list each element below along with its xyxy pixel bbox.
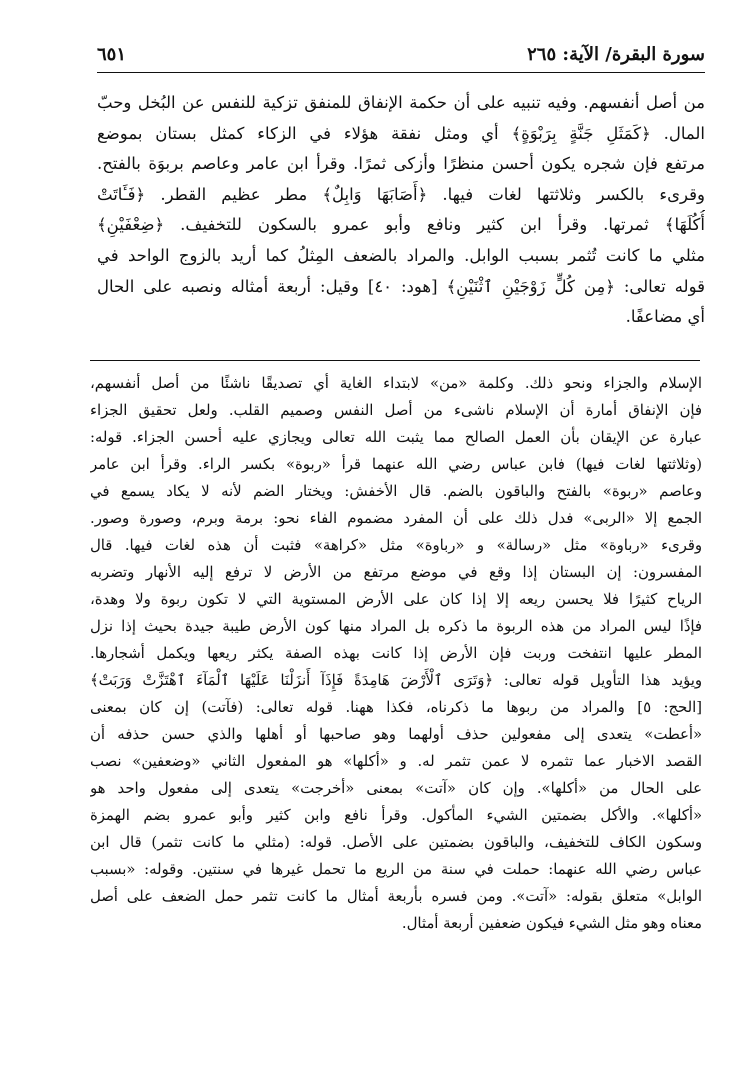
header-rule (97, 72, 705, 73)
note-line: فإن الإنفاق أمارة أن الإسلام ناشىء من أصل النفس وصميم القلب. ولعل تحقيق الجزاء (90, 402, 702, 419)
note-line: عبارة عن الإيقان بأن العمل الصالح مما يثبت الله تعالى ويجازي عليه أحسن الجزاء. قوله: (90, 429, 702, 446)
note-line: «أعطت» يتعدى إلى مفعولين حذف أولهما وهو صاحبها أو أهلها والذي حسن حذفه أن (90, 726, 702, 743)
note-line: القصد الاخبار عما تثمره لا عمن تثمر له. و «أكلها» هو المفعول الثاني «وضعفين» نصب (90, 753, 702, 770)
main-line: أُكُلَهَا﴾ ثمرتها. وقرأ ابن كثير ونافع وأبو عمرو بالسكون للتخفيف. ﴿ضِعْفَيْنِ﴾ (97, 215, 705, 235)
page-number: ٦٥١ (97, 44, 127, 65)
note-line: عباس رضي الله عنهما: حملت في سنة من الريع ما تحمل غيرها في سنتين. وقوله: «بسبب (90, 861, 702, 878)
note-line: ويؤيد هذا التأويل قوله تعالى: ﴿وَتَرَى ٱلْأَرْضَ هَامِدَةً فَإِذَآ أَنزَلْنَا عَلَيْهَا ٱلْمَآءَ ٱهْتَزَّتْ وَرَبَتْ﴾ (90, 672, 702, 689)
main-text (97, 88, 705, 333)
note-line: المفسرون: إن البستان إذا وقع في موضع مرتفع من الأرض لا ترفع إليه الأنهار وتضربه (90, 564, 702, 581)
main-line: أي مضاعفًا. (625, 307, 705, 327)
note-line: الرياح كثيرًا فلا يحسن ريعه إلا إذا كان على الأرض المستوية التي لا تكون ربوة ولا وهدة، (90, 591, 702, 608)
note-line: المطر عليها انتفخت وربت فإن الأرض إذا كانت بهذه الصفة يكثر ريعها ويكمل أشجارها. (90, 645, 702, 662)
commentary-text (90, 370, 702, 937)
note-line: وعاصم «ربوة» بالفتح والباقون بالضم. قال الأخفش: ويختار الضم لأنه لا يكاد يسمع في (90, 483, 702, 500)
main-line: مرتفع فإن شجره يكون أحسن منظرًا وأزكى ثمرًا. وقرأ ابن عامر وعاصم بربوَة بالفتح. (97, 154, 705, 174)
note-line: معناه وهو مثل الشيء فيكون ضعفين أربعة أمثال. (401, 915, 702, 932)
note-line: «أكلها». والأكل بضمتين الشيء المأكول. وقرأ نافع وابن كثير وأبو عمرو بضم الهمزة (90, 807, 702, 824)
note-line: الجمع إلا «الربى» فدل ذلك على أن المفرد مضموم الفاء نحو: برمة وبرم، وصورة وصور. (90, 510, 702, 527)
note-line: على الحال من «أكلها». وإن كان «آتت» بمعنى «أخرجت» يتعدى إلى مفعول واحد هو (90, 780, 702, 797)
note-line: [الحج: ٥] والمراد من ربوها ما ذكرناه، فكذا ههنا. قوله تعالى: (فآتت) إن كان بمعنى (90, 699, 702, 716)
note-line: الإسلام والجزاء ونحو ذلك. وكلمة «من» لابتداء الغاية أي تصديقًا ناشئًا من أصل أنفسهم، (90, 375, 702, 392)
page-header (97, 40, 705, 72)
main-line: وقرىء بالكسر وثلاثتها لغات فيها. ﴿أَصَابَهَا وَابِلٌ﴾ مطر عظيم القطر. ﴿فَـَٔاتَتْ (97, 184, 705, 204)
footnote-separator (90, 360, 700, 361)
note-line: وسكون الكاف للتخفيف، والباقون بضمتين على الأصل. قوله: (مثلي ما كانت تثمر) قال ابن (90, 834, 702, 851)
main-line: مثلي ما كانت تُثمر بسبب الوابل. والمراد بالضعف المِثلُ كما أريد بالزوج الواحد في (97, 245, 705, 265)
main-line: المال. ﴿كَمَثَلِ جَنَّةٍ بِرَبْوَةٍ﴾ أي ومثل نفقة هؤلاء في الزكاء كمثل بستان بموضع (97, 123, 705, 143)
running-title: سورة البقرة/ الآية: ٢٦٥ (527, 44, 705, 65)
main-line: قوله تعالى: ﴿مِن كُلٍّ زَوْجَيْنِ ٱثْنَيْنِ﴾ [هود: ٤٠] وقيل: أربعة أمثاله ونصبه على الحال (97, 276, 705, 296)
note-line: (وثلاثتها لغات فيها) فابن عباس رضي الله عنهما قرأ «ربوة» بكسر الراء. وقرأ ابن عامر (90, 456, 702, 473)
note-line: وقرىء «رباوة» مثل «رسالة» و «رباوة» مثل «كراهة» فثبت أن هذه لغات فيها. قال (90, 537, 702, 554)
note-line: فإذًا ليس المراد من هذه الربوة ما ذكره بل المراد منها كون الأرض طيبة جيدة بحيث إذا نزل (90, 618, 702, 635)
note-line: الوابل» متعلق بقوله: «آتت». ومن فسره بأربعة أمثال ما كانت تثمر حمل الضعف على أصل (90, 888, 702, 905)
main-line: من أصل أنفسهم. وفيه تنبيه على أن حكمة الإنفاق للمنفق تزكية للنفس عن البُخل وحبّ (97, 93, 705, 112)
